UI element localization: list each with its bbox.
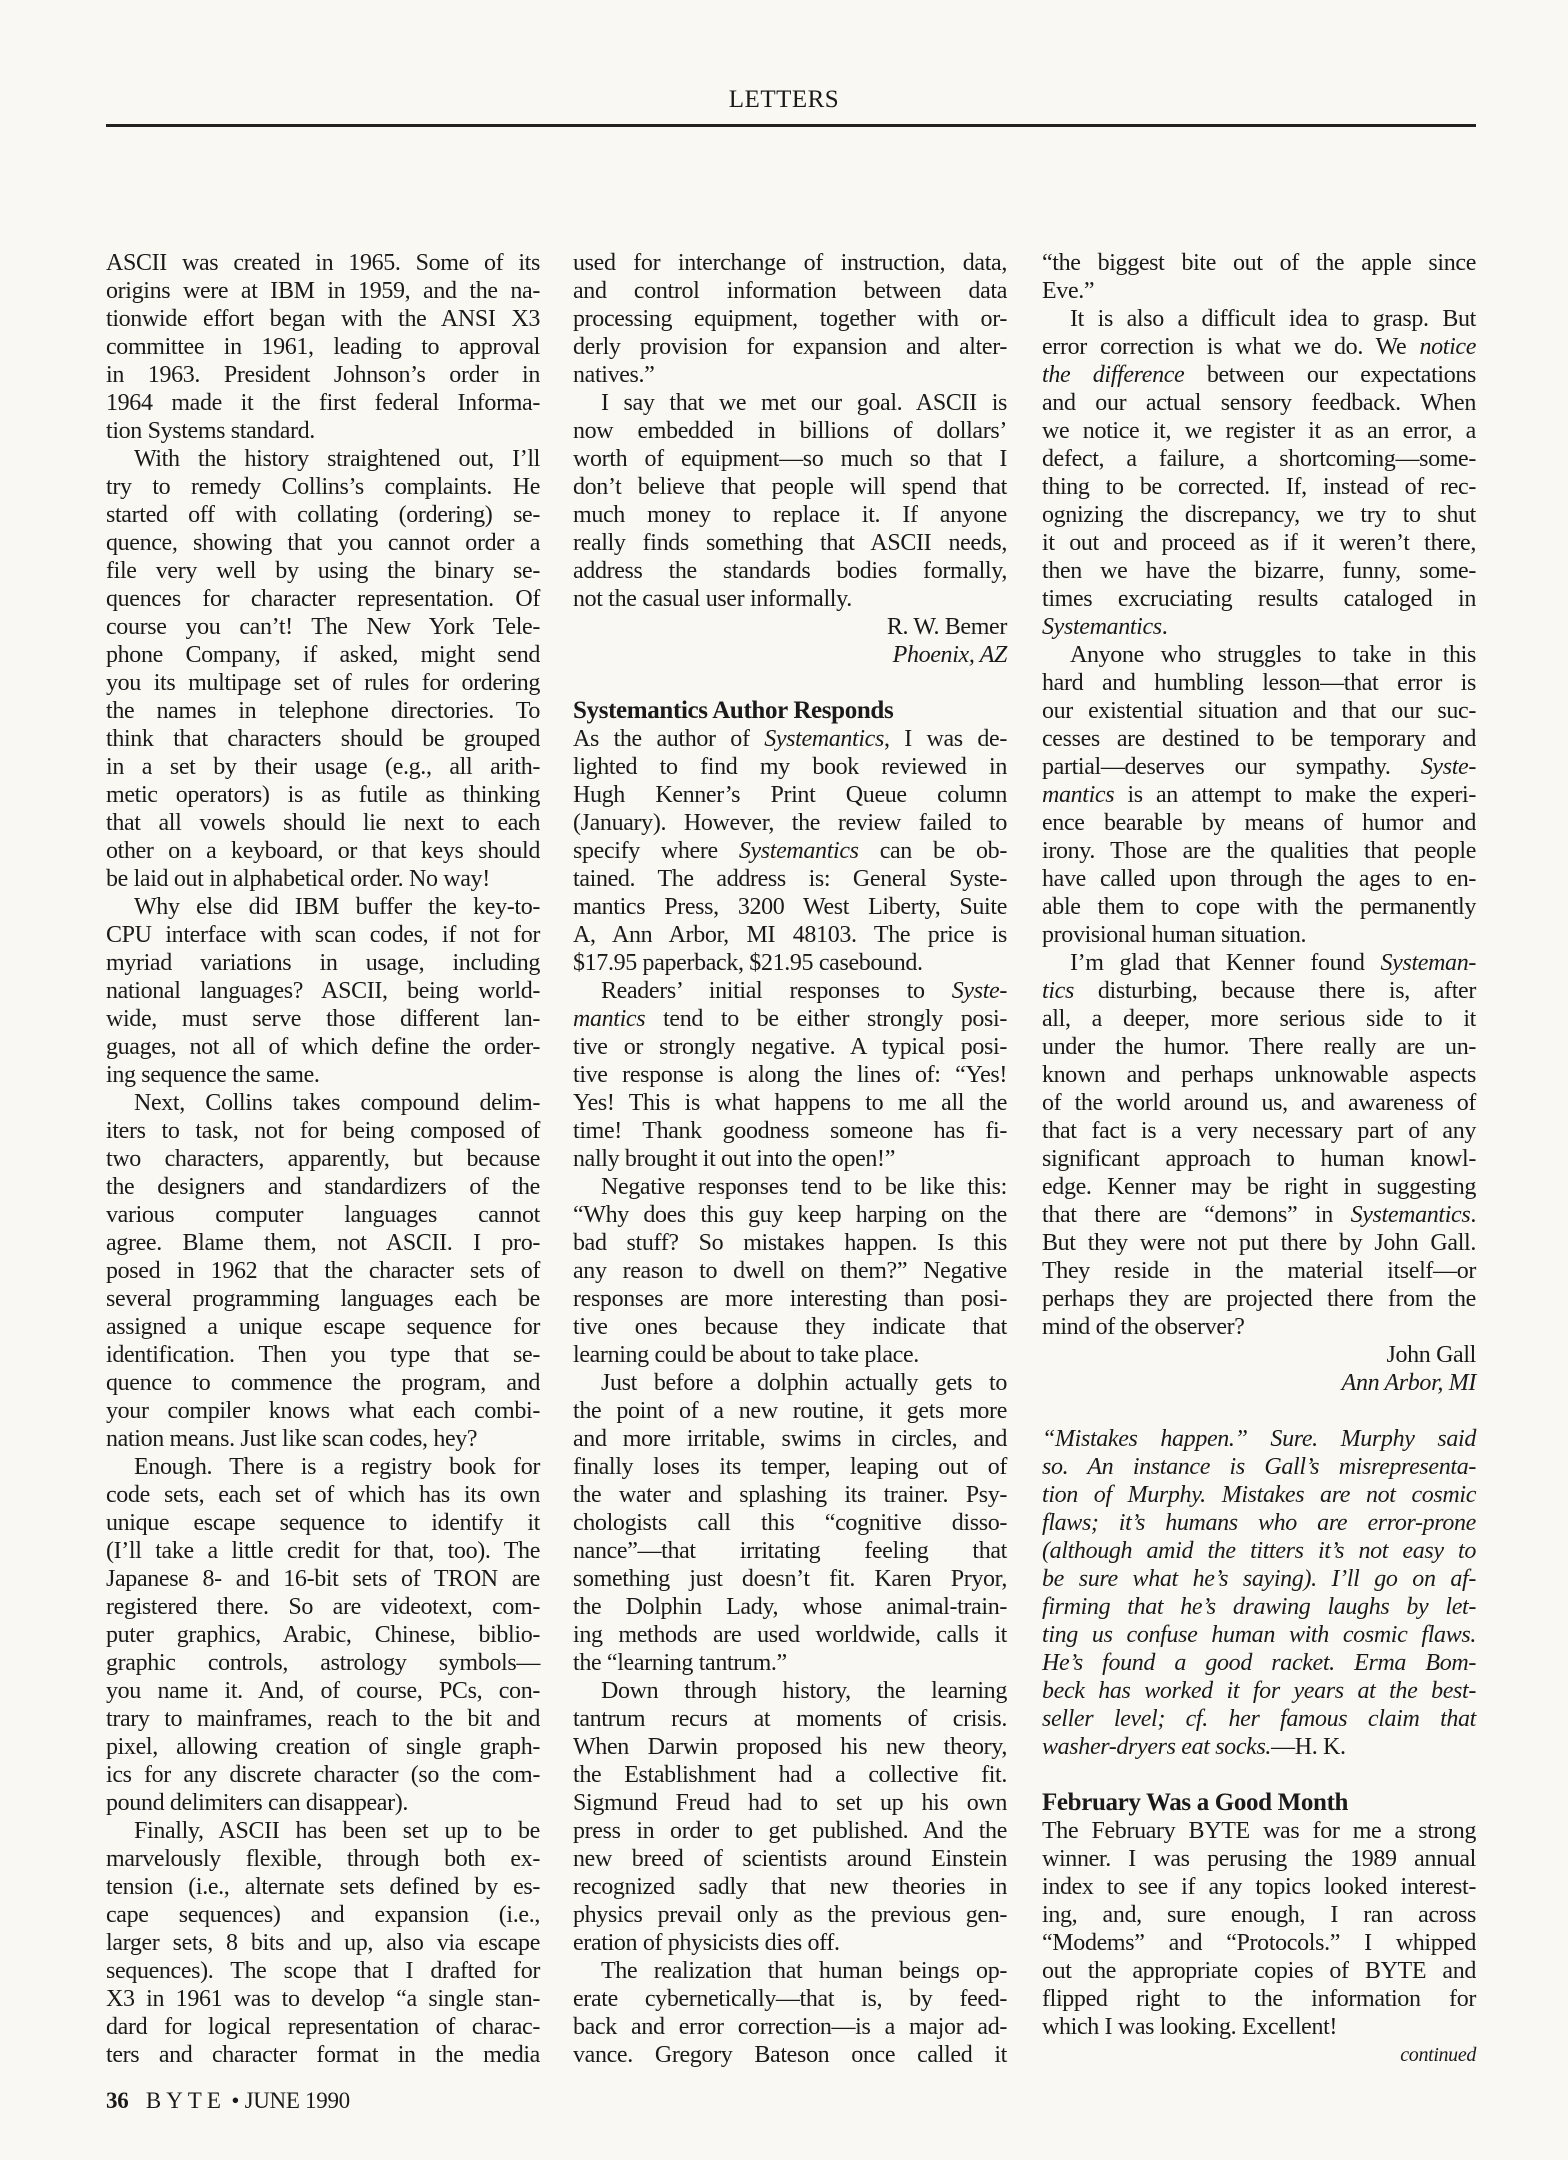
text-line: really finds something that ASCII needs,	[573, 530, 1007, 556]
text-line	[1042, 333, 1476, 361]
text-line: nance”—that irritating feeling that	[573, 1538, 1007, 1564]
text-line: finally loses its temper, leaping out of	[573, 1454, 1007, 1480]
text-line: it out and proceed as if it weren’t there,	[1042, 530, 1476, 556]
text-line: be laid out in alphabetical order. No way!	[106, 866, 490, 892]
text-line	[1042, 949, 1476, 977]
text-line	[573, 837, 1007, 865]
text-line: CPU interface with scan codes, if not for	[106, 922, 540, 948]
text-line	[1042, 361, 1476, 389]
text-line: so. An instance is Gall’s misrepresenta-	[1042, 1454, 1476, 1480]
text-line: ics for any discrete character (so the com-	[106, 1762, 540, 1788]
text-segment: tend to be either strongly posi-	[645, 1006, 1007, 1032]
text-line: you its multipage set of rules for ordering	[106, 670, 540, 696]
text-segment: mantics	[573, 1006, 646, 1032]
section-header: LETTERS	[728, 86, 840, 113]
text-line: index to see if any topics looked interest-	[1042, 1874, 1476, 1900]
text-line: your compiler knows what each combi-	[106, 1398, 540, 1424]
text-line: the “learning tantrum.”	[573, 1650, 787, 1676]
text-line: Why else did IBM buffer the key-to-	[134, 894, 540, 920]
text-line: The February BYTE was for me a strong	[1042, 1818, 1476, 1844]
signature-place-wrap	[573, 641, 1007, 669]
text-line: identification. Then you type that se-	[106, 1342, 540, 1368]
column-2	[573, 249, 1007, 2069]
text-segment: the difference	[1042, 362, 1185, 388]
text-segment: washer-dryers eat socks.	[1042, 1734, 1272, 1760]
text-line: graphic controls, astrology symbols—	[106, 1650, 540, 1676]
text-line: ing methods are used worldwide, calls it	[573, 1622, 1007, 1648]
paragraph	[573, 977, 1007, 1173]
text-segment: mantics	[1042, 782, 1115, 808]
issue-date: • JUNE 1990	[231, 2088, 350, 2113]
text-line: ters and character format in the media	[106, 2042, 540, 2068]
text-line: tive ones because they indicate that	[573, 1314, 1007, 1340]
text-line: Japanese 8- and 16-bit sets of TRON are	[106, 1566, 540, 1592]
text-line: try to remedy Collins’s complaints. He	[106, 474, 540, 500]
text-segment: partial—deserves our sympathy.	[1042, 754, 1421, 780]
text-line: dard for logical representation of charac-	[106, 2014, 540, 2040]
text-segment: disturbing, because there is, after	[1073, 978, 1476, 1004]
text-line: not the casual user informally.	[573, 586, 852, 612]
text-line: sequences). The scope that I drafted for	[106, 1958, 540, 1984]
continued-label	[1042, 2041, 1476, 2069]
text-line: which I was looking. Excellent!	[1042, 2014, 1338, 2040]
paragraph	[573, 1173, 1007, 1369]
spacer	[573, 669, 1007, 697]
paragraph	[573, 249, 1007, 389]
text-line: X3 in 1961 was to develop “a single stan-	[106, 1986, 540, 2012]
text-line: ing, and, sure enough, I ran across	[1042, 1902, 1476, 1928]
text-line: “Mistakes happen.” Sure. Murphy said	[1042, 1426, 1476, 1452]
text-line: “the biggest bite out of the apple since	[1042, 250, 1476, 276]
paragraph	[1042, 249, 1476, 305]
text-segment: Syste-	[1420, 754, 1476, 780]
text-line: course you can’t! The New York Tele-	[106, 614, 540, 640]
text-line: firming that he’s drawing laughs by let-	[1042, 1594, 1476, 1620]
text-segment: error correction is what we do. We	[1042, 334, 1420, 360]
text-line: have called upon through the ages to en-	[1042, 866, 1476, 892]
text-line: Negative responses tend to be like this:	[601, 1174, 1007, 1200]
text-line: tion Systems standard.	[106, 418, 315, 444]
page-footer	[106, 2088, 350, 2114]
text-line: He’s found a good racket. Erma Bom-	[1042, 1650, 1476, 1676]
text-line: Sigmund Freud had to set up his own	[573, 1790, 1007, 1816]
signature-name: R. W. Bemer	[886, 614, 1007, 640]
text-line: quence, showing that you cannot order a	[106, 530, 540, 556]
text-line: tension (i.e., alternate sets defined by es-	[106, 1874, 540, 1900]
text-line: processing equipment, together with or-	[573, 306, 1007, 332]
text-segment: that there are “demons” in	[1042, 1202, 1351, 1228]
text-line: that fact is a very necessary part of any	[1042, 1118, 1476, 1144]
text-line: nally brought it out into the open!”	[573, 1146, 896, 1172]
text-line: Finally, ASCII has been set up to be	[134, 1818, 540, 1844]
text-line: natives.”	[573, 362, 655, 388]
text-line: Anyone who struggles to take in this	[1070, 642, 1476, 668]
text-line: “Why does this guy keep harping on the	[573, 1202, 1007, 1228]
paragraph	[106, 893, 540, 1089]
text-line: you name it. And, of course, PCs, con-	[106, 1678, 540, 1704]
text-line: ognizing the discrepancy, we try to shut	[1042, 502, 1476, 528]
text-line: known and perhaps unknowable aspects	[1042, 1062, 1476, 1088]
text-line: origins were at IBM in 1959, and the na-	[106, 278, 540, 304]
text-segment: Systeman-	[1380, 950, 1476, 976]
text-segment: , I was de-	[883, 726, 1007, 752]
text-line: quences for character representation. Of	[106, 586, 540, 612]
text-line: the Dolphin Lady, whose animal-train-	[573, 1594, 1007, 1620]
text-line: significant approach to human knowl-	[1042, 1146, 1476, 1172]
text-line: beck has worked it for years at the best-	[1042, 1678, 1476, 1704]
text-line: several programming languages each be	[106, 1286, 540, 1312]
text-line: out the appropriate copies of BYTE and	[1042, 1958, 1476, 1984]
paragraph	[106, 1089, 540, 1453]
page-number: 36	[106, 2088, 129, 2113]
text-line: be sure what he’s saying). I’ll go on af-	[1042, 1566, 1476, 1592]
text-segment: can be ob-	[858, 838, 1007, 864]
text-line: back and error correction—is a major ad-	[573, 2014, 1007, 2040]
text-line: The realization that human beings op-	[601, 1958, 1007, 1984]
magazine-name: BYTE	[145, 2088, 226, 2113]
text-line	[1042, 1733, 1476, 1761]
text-line: registered there. So are videotext, com-	[106, 1594, 540, 1620]
text-line	[1042, 977, 1476, 1005]
paragraph	[106, 1453, 540, 1817]
text-line: tained. The address is: General Syste-	[573, 866, 1007, 892]
text-line: winner. I was perusing the 1989 annual	[1042, 1846, 1476, 1872]
text-line: that all vowels should lie next to each	[106, 810, 540, 836]
text-line: tantrum recurs at moments of crisis.	[573, 1706, 1007, 1732]
text-line: ence bearable by means of humor and	[1042, 810, 1476, 836]
text-line: A, Ann Arbor, MI 48103. The price is	[573, 922, 1007, 948]
text-line: mantics Press, 3200 West Liberty, Suite	[573, 894, 1007, 920]
text-line: flaws; it’s humans who are error-prone	[1042, 1510, 1476, 1536]
spacer	[1042, 1397, 1476, 1425]
text-line: the designers and standardizers of the	[106, 1174, 540, 1200]
text-line: other on a keyboard, or that keys should	[106, 838, 540, 864]
text-segment: Systemantics	[738, 838, 859, 864]
signature-name: John Gall	[1386, 1342, 1476, 1368]
text-line: started off with collating (ordering) se-	[106, 502, 540, 528]
paragraph	[1042, 1817, 1476, 2041]
text-segment: tics	[1042, 978, 1074, 1004]
text-line: used for interchange of instruction, data,	[573, 250, 1007, 276]
letter-heading	[573, 697, 1007, 725]
text-line	[1042, 753, 1476, 781]
paragraph	[1042, 641, 1476, 949]
text-line: ASCII was created in 1965. Some of its	[106, 250, 540, 276]
text-line: able them to cope with the permanently	[1042, 894, 1476, 920]
text-line: under the humor. There really are un-	[1042, 1034, 1476, 1060]
text-line: address the standards bodies formally,	[573, 558, 1007, 584]
text-line: learning could be about to take place.	[573, 1342, 919, 1368]
text-line: times excruciating results cataloged in	[1042, 586, 1476, 612]
text-line	[573, 977, 1007, 1005]
text-line: iters to task, not for being composed of	[106, 1118, 540, 1144]
paragraph	[573, 1957, 1007, 2069]
paragraph	[1042, 949, 1476, 1341]
heading-text: February Was a Good Month	[1042, 1789, 1349, 1816]
text-line: new breed of scientists around Einstein	[573, 1846, 1007, 1872]
text-line: nation means. Just like scan codes, hey?	[106, 1426, 478, 1452]
text-line: responses are more interesting than posi-	[573, 1286, 1007, 1312]
text-line: tive or strongly negative. A typical posi-	[573, 1034, 1007, 1060]
paragraph	[573, 1677, 1007, 1957]
text-line: mind of the observer?	[1042, 1314, 1245, 1340]
text-line: chologists call this “cognitive disso-	[573, 1510, 1007, 1536]
text-line: (I’ll take a little credit for that, too). The	[106, 1538, 540, 1564]
text-line: don’t believe that people will spend that	[573, 474, 1007, 500]
text-line: code sets, each set of which has its own	[106, 1482, 540, 1508]
text-line: guages, not all of which define the order-	[106, 1034, 540, 1060]
paragraph	[106, 249, 540, 445]
text-line: thing to be corrected. If, instead of rec-	[1042, 474, 1476, 500]
text-line: something just doesn’t fit. Karen Pryor,	[573, 1566, 1007, 1592]
text-line: But they were not put there by John Gall.	[1042, 1230, 1476, 1256]
text-line: phone Company, if asked, might send	[106, 642, 540, 668]
text-line: hard and humbling lesson—that error is	[1042, 670, 1476, 696]
paragraph	[573, 389, 1007, 613]
text-line: ing sequence the same.	[106, 1062, 320, 1088]
text-line: of the world around us, and awareness of	[1042, 1090, 1476, 1116]
text-line: cesses are destined to be temporary and	[1042, 726, 1476, 752]
text-line: They reside in the material itself—or	[1042, 1258, 1476, 1284]
text-line: physics prevail only as the previous gen-	[573, 1902, 1007, 1928]
text-line: we notice it, we register it as an error, a	[1042, 418, 1476, 444]
text-line: tive response is along the lines of: “Yes!	[573, 1062, 1007, 1088]
editor-reply	[1042, 1425, 1476, 1761]
text-line: Enough. There is a registry book for	[134, 1454, 540, 1480]
text-line: assigned a unique escape sequence for	[106, 1314, 540, 1340]
text-line: in a set by their usage (e.g., all arith-	[106, 754, 540, 780]
spacer	[1042, 1761, 1476, 1789]
text-line: larger sets, 8 bits and up, also via escape	[106, 1930, 540, 1956]
text-line: the water and splashing its trainer. Psy-	[573, 1482, 1007, 1508]
text-line: (January). However, the review failed to	[573, 810, 1007, 836]
signature	[573, 613, 1007, 669]
text-line: Next, Collins takes compound delim-	[134, 1090, 540, 1116]
signature-place: Phoenix, AZ	[892, 642, 1007, 668]
text-line: Just before a dolphin actually gets to	[601, 1370, 1007, 1396]
text-segment: Systemantics	[1042, 614, 1162, 640]
text-line: tion of Murphy. Mistakes are not cosmic	[1042, 1482, 1476, 1508]
text-line: any reason to dwell on them?” Negative	[573, 1258, 1007, 1284]
text-segment: Readers’ initial responses to	[601, 978, 952, 1004]
text-line: pound delimiters can disappear).	[106, 1790, 409, 1816]
text-line: pixel, allowing creation of single graph-	[106, 1734, 540, 1760]
column-1	[106, 249, 540, 2069]
text-line: and control information between data	[573, 278, 1007, 304]
paragraph	[573, 725, 1007, 977]
text-line: Down through history, the learning	[601, 1678, 1007, 1704]
text-line: national languages? ASCII, being world-	[106, 978, 540, 1004]
text-line: and our actual sensory feedback. When	[1042, 390, 1476, 416]
text-segment: Systemantics	[1350, 1202, 1471, 1228]
text-segment: specify where	[573, 838, 739, 864]
text-line	[1042, 781, 1476, 809]
text-line: file very well by using the binary se-	[106, 558, 540, 584]
text-line: the Establishment had a collective fit.	[573, 1762, 1007, 1788]
paragraph	[1042, 305, 1476, 641]
heading-text: Systemantics Author Responds	[573, 697, 894, 724]
continued-text: continued	[1400, 2044, 1476, 2066]
text-line: lighted to find my book reviewed in	[573, 754, 1007, 780]
text-line: unique escape sequence to identify it	[106, 1510, 540, 1536]
letter-heading	[1042, 1789, 1476, 1817]
signature	[1042, 1341, 1476, 1397]
paragraph	[573, 1369, 1007, 1677]
text-line: worth of equipment—so much so that I	[573, 446, 1007, 472]
signature-place-wrap	[1042, 1369, 1476, 1397]
text-line: think that characters should be grouped	[106, 726, 540, 752]
text-segment: .	[1161, 614, 1168, 640]
text-line: 1964 made it the first federal Informa-	[106, 390, 540, 416]
text-line: irony. Those are the qualities that people	[1042, 838, 1476, 864]
text-line: perhaps they are projected there from the	[1042, 1286, 1476, 1312]
text-line: metic operators) is as futile as thinking	[106, 782, 540, 808]
text-line: With the history straightened out, I’ll	[134, 446, 540, 472]
text-segment: I’m glad that Kenner found	[1070, 950, 1381, 976]
text-line: erate cybernetically—that is, by feed-	[573, 1986, 1007, 2012]
text-line: two characters, apparently, but because	[106, 1146, 540, 1172]
text-line: the names in telephone directories. To	[106, 698, 540, 724]
text-segment: Systemantics	[764, 726, 884, 752]
text-line: vance. Gregory Bateson once called it	[573, 2042, 1007, 2068]
text-line: wide, must serve those different lan-	[106, 1006, 540, 1032]
signature-place: Ann Arbor, MI	[1341, 1370, 1476, 1396]
text-line: Yes! This is what happens to me all the	[573, 1090, 1007, 1116]
text-line: myriad variations in usage, including	[106, 950, 540, 976]
text-line: tionwide effort began with the ANSI X3	[106, 306, 540, 332]
text-line: derly provision for expansion and alter-	[573, 334, 1007, 360]
text-line: press in order to get published. And the	[573, 1818, 1007, 1844]
text-line: now embedded in billions of dollars’	[573, 418, 1007, 444]
text-line: bad stuff? So mistakes happen. Is this	[573, 1230, 1007, 1256]
text-line: provisional human situation.	[1042, 922, 1307, 948]
text-line: $17.95 paperback, $21.95 casebound.	[573, 950, 923, 976]
text-line: time! Thank goodness someone has fi-	[573, 1118, 1007, 1144]
text-line	[573, 1005, 1007, 1033]
text-segment: notice	[1419, 334, 1476, 360]
text-line: in 1963. President Johnson’s order in	[106, 362, 540, 388]
text-line: committee in 1961, leading to approval	[106, 334, 540, 360]
text-line	[1042, 613, 1476, 641]
text-line	[573, 725, 1007, 753]
text-line: agree. Blame them, not ASCII. I pro-	[106, 1230, 540, 1256]
text-line: marvelously flexible, through both ex-	[106, 1846, 540, 1872]
text-line: and more irritable, swims in circles, and	[573, 1426, 1007, 1452]
text-segment: —H. K.	[1271, 1734, 1346, 1760]
text-line: the point of a new routine, it gets more	[573, 1398, 1007, 1424]
text-line	[1042, 1201, 1476, 1229]
text-segment: .	[1470, 1202, 1476, 1228]
text-line: defect, a failure, a shortcoming—some-	[1042, 446, 1476, 472]
text-line: When Darwin proposed his new theory,	[573, 1734, 1007, 1760]
text-line: posed in 1962 that the character sets of	[106, 1258, 540, 1284]
header-rule	[106, 124, 1476, 127]
text-line: then we have the bizarre, funny, some-	[1042, 558, 1476, 584]
text-line: trary to mainframes, reach to the bit and	[106, 1706, 540, 1732]
text-line: “Modems” and “Protocols.” I whipped	[1042, 1930, 1476, 1956]
text-segment: is an attempt to make the experi-	[1114, 782, 1476, 808]
text-segment: between our expectations	[1184, 362, 1477, 388]
text-line: recognized sadly that new theories in	[573, 1874, 1007, 1900]
text-line: seller level; cf. her famous claim that	[1042, 1706, 1476, 1732]
text-line: edge. Kenner may be right in suggesting	[1042, 1174, 1476, 1200]
text-line: I say that we met our goal. ASCII is	[601, 390, 1007, 416]
text-line: Eve.”	[1042, 278, 1095, 304]
text-line: ting us confuse human with cosmic flaws.	[1042, 1622, 1476, 1648]
text-line: all, a deeper, more serious side to it	[1042, 1006, 1476, 1032]
text-segment: Syste-	[951, 978, 1007, 1004]
column-3	[1042, 249, 1476, 2069]
text-line: much money to replace it. If anyone	[573, 502, 1007, 528]
paragraph	[106, 445, 540, 893]
text-line: eration of physicists dies off.	[573, 1930, 840, 1956]
text-line: our existential situation and that our suc-	[1042, 698, 1476, 724]
text-line: quence to commence the program, and	[106, 1370, 540, 1396]
text-line: puter graphics, Arabic, Chinese, biblio-	[106, 1622, 540, 1648]
text-line: cape sequences) and expansion (i.e.,	[106, 1902, 540, 1928]
text-line: various computer languages cannot	[106, 1202, 540, 1228]
text-line: Hugh Kenner’s Print Queue column	[573, 782, 1007, 808]
text-line: (although amid the titters it’s not easy to	[1042, 1538, 1476, 1564]
text-segment: As the author of	[573, 726, 765, 752]
paragraph	[106, 1817, 540, 2069]
text-line: flipped right to the information for	[1042, 1986, 1476, 2012]
text-line: It is also a difficult idea to grasp. But	[1070, 306, 1476, 332]
